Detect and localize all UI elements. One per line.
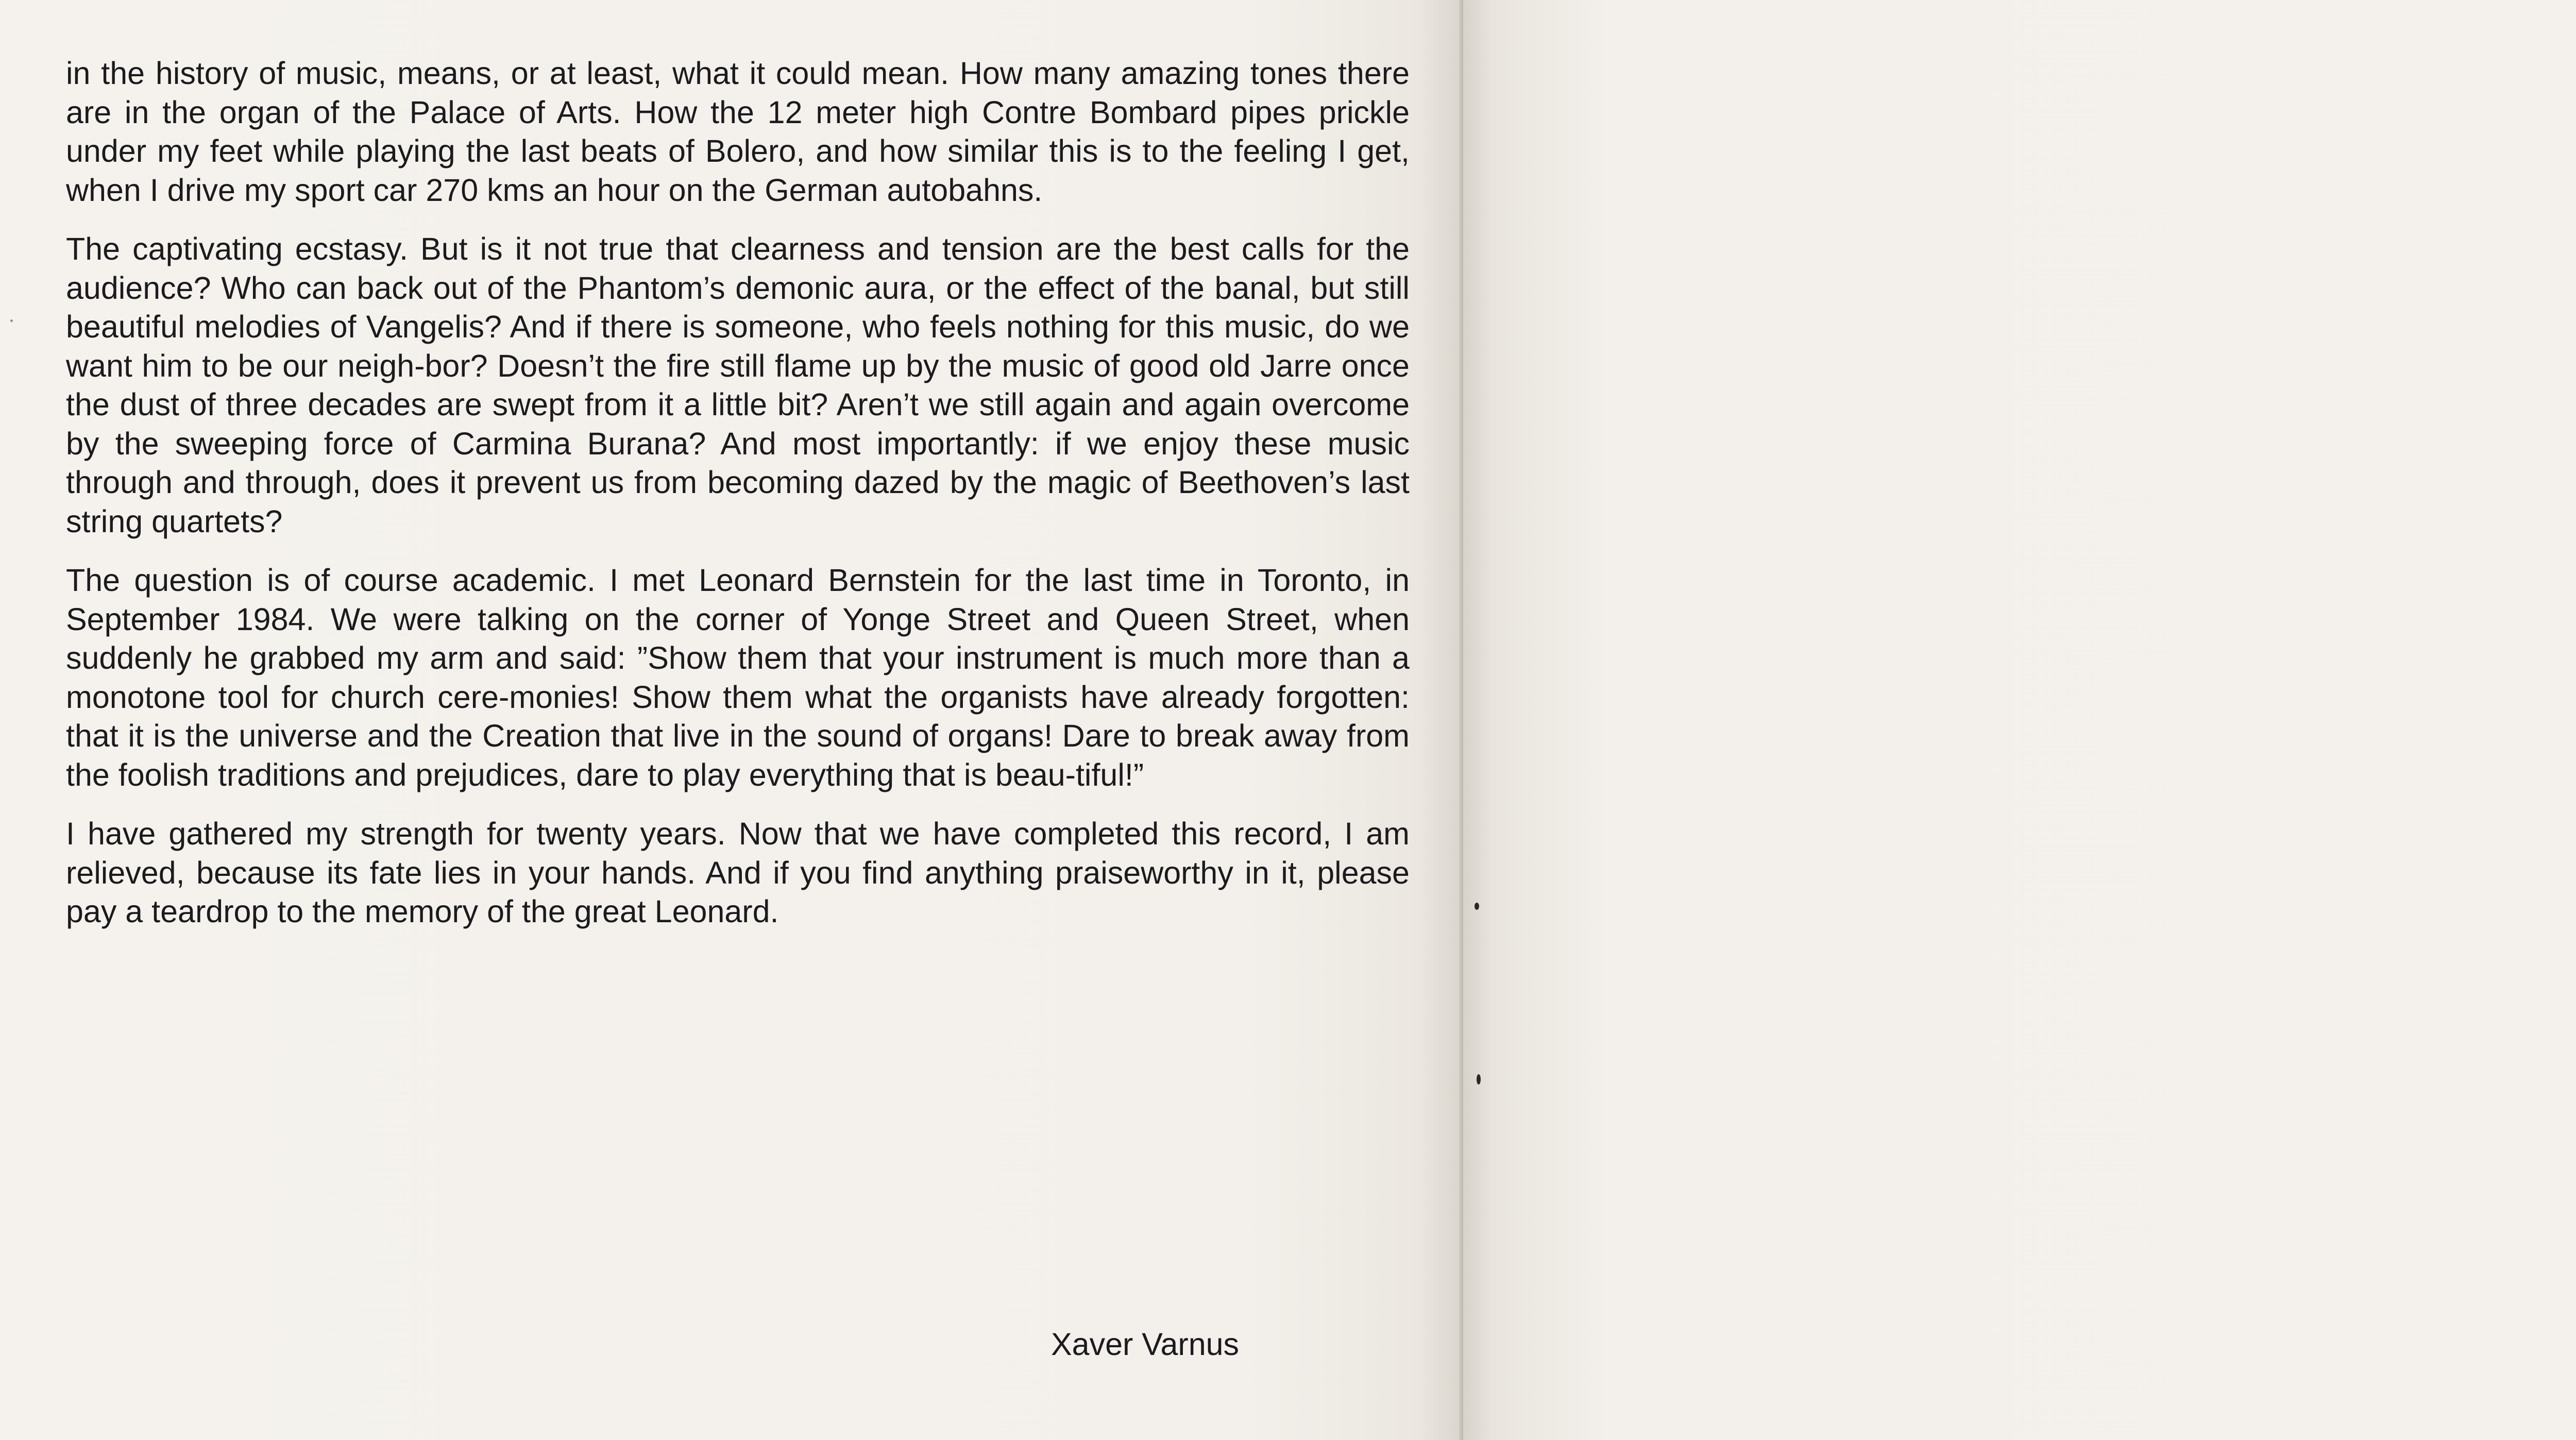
- print-speck: [10, 319, 13, 322]
- left-paragraph-2: The captivating ecstasy. But is it not true that clearness and tension are the best calls for the audience? Who can back out of the Phantom’s demonic aura, or the effect of the banal, but still beautiful melodies of Vangelis? And if there is someone, who feels nothing for this music, do we want him to be our neigh-bor? Doesn’t the fire still flame up by the music of good old Jarre once the dust of three decades are swept from it a little bit? Aren’t we still again and again overcome by the sweeping force of Carmina Burana? And most importantly: if we enjoy these music through and through, does it prevent us from becoming dazed by the magic of Beethoven’s last string quartets?: [66, 231, 1410, 539]
- left-page-text: [66, 54, 1410, 952]
- left-paragraph-1: in the history of music, means, or at least, what it could mean. How many amazing tones there are in the organ of the Palace of Arts. How the 12 meter high Contre Bombard pipes prickle under my feet while playing the last beats of Bolero, and how similar this is to the feeling I get, when I drive my sport car 270 kms an hour on the German autobahns.: [66, 56, 1410, 208]
- right-page: [1463, 0, 2576, 1440]
- print-speck: [1475, 903, 1479, 910]
- left-paragraph-4: I have gathered my strength for twenty years. Now that we have completed this record, I am relieved, because its fate lies in your hands. And if you find anything praiseworthy in it, please pay a teardrop to the memory of the great Leonard.: [66, 816, 1410, 929]
- author-signature: Xaver Varnus: [1051, 1327, 1240, 1362]
- left-paragraph-3: The question is of course academic. I met Leonard Bernstein for the last time in Toronto, in September 1984. We were talking on the corner of Yonge Street and Queen Street, when suddenly he grabbed my arm and said: ”Show them that your instrument is much more than a monotone tool for church cere-monies! Show them what the organists have already forgotten: that it is the universe and the Creation that live in the sound of organs! Dare to break away from the foolish traditions and prejudices, dare to play everything that is beau-tiful!”: [66, 563, 1410, 792]
- print-speck: [1477, 1074, 1481, 1085]
